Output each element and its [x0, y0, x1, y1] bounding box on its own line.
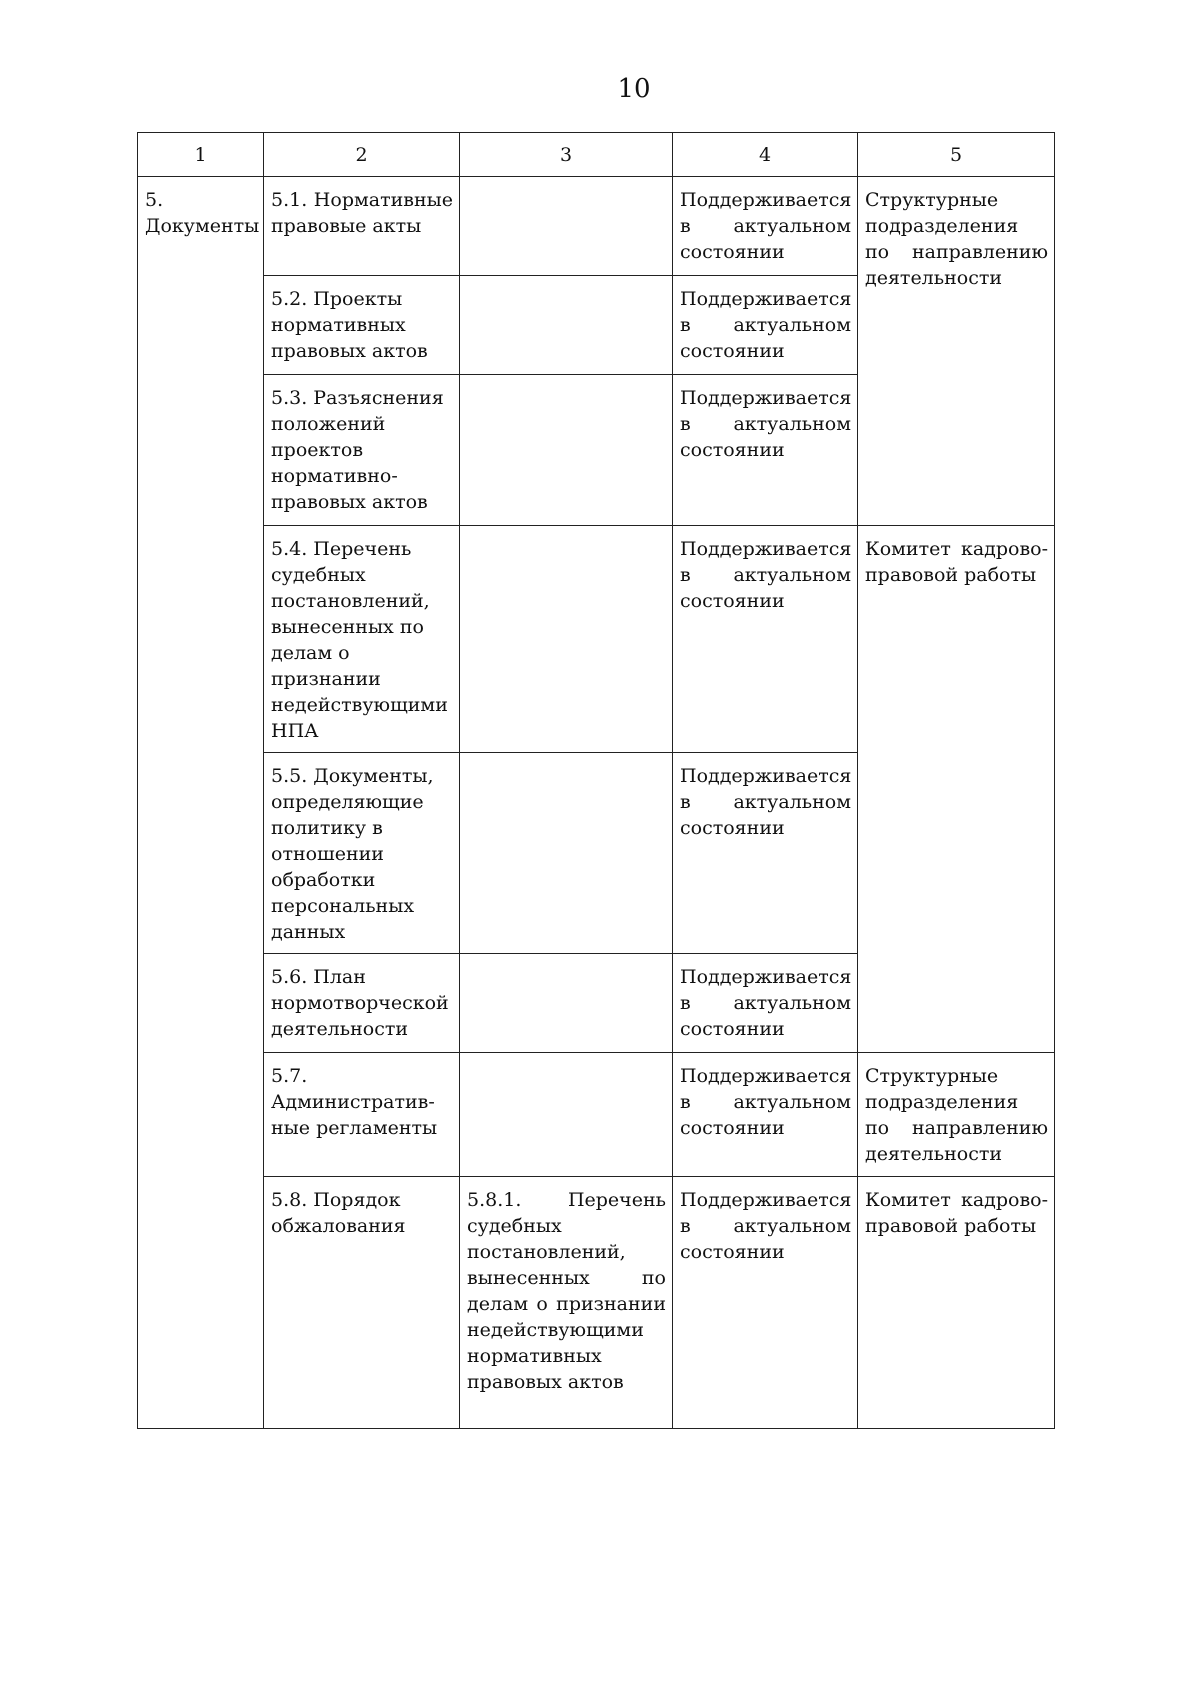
header-cell-1: 1 — [138, 133, 264, 177]
responsible-cell: Структурные подразделения по направлению деятельности — [858, 177, 1055, 526]
item-cell: 5.8. Порядок обжалования — [264, 1177, 460, 1429]
subitem-cell — [460, 954, 673, 1053]
status-cell: Поддерживается в актуальном состоянии — [673, 276, 858, 375]
header-cell-3: 3 — [460, 133, 673, 177]
item-cell: 5.3. Разъяснения положений проектов нормативно-правовых актов — [264, 375, 460, 526]
table-header-row — [138, 133, 1055, 177]
status-cell: Поддерживается в актуальном состоянии — [673, 526, 858, 753]
responsible-cell: Комитет кадрово-правовой работы — [858, 526, 1055, 1053]
table-row — [138, 1177, 1055, 1429]
item-cell: 5.7. Административ-ные регламенты — [264, 1053, 460, 1177]
subitem-cell — [460, 1053, 673, 1177]
header-cell-4: 4 — [673, 133, 858, 177]
page-number: 10 — [617, 74, 651, 104]
item-cell: 5.6. План нормотворческой деятельности — [264, 954, 460, 1053]
status-cell: Поддерживается в актуальном состоянии — [673, 1053, 858, 1177]
responsible-cell: Структурные подразделения по направлению деятельности — [858, 1053, 1055, 1177]
subitem-cell — [460, 276, 673, 375]
section-label: 5. Документы — [145, 189, 260, 237]
item-cell: 5.1. Нормативные правовые акты — [264, 177, 460, 276]
subitem-cell — [460, 177, 673, 276]
subitem-cell — [460, 526, 673, 753]
subitem-cell: 5.8.1. Перечень судебных постановлений, вынесенных по делам о признании недействующими нормативных правовых актов — [460, 1177, 673, 1429]
header-cell-5: 5 — [858, 133, 1055, 177]
status-cell: Поддерживается в актуальном состоянии — [673, 177, 858, 276]
table-row — [138, 1053, 1055, 1177]
item-cell: 5.2. Проекты нормативных правовых актов — [264, 276, 460, 375]
subitem-cell — [460, 753, 673, 954]
header-cell-2: 2 — [264, 133, 460, 177]
item-cell: 5.4. Перечень судебных постановлений, вынесенных по делам о признании недействующими НПА — [264, 526, 460, 753]
status-cell: Поддерживается в актуальном состоянии — [673, 375, 858, 526]
section-cell — [138, 177, 264, 1429]
documents-table — [137, 132, 1055, 1429]
item-cell: 5.5. Документы, определяющие политику в отношении обработки персональных данных — [264, 753, 460, 954]
status-cell: Поддерживается в актуальном состоянии — [673, 954, 858, 1053]
status-cell: Поддерживается в актуальном состоянии — [673, 1177, 858, 1429]
status-cell: Поддерживается в актуальном состоянии — [673, 753, 858, 954]
responsible-cell: Комитет кадрово-правовой работы — [858, 1177, 1055, 1429]
table-row — [138, 526, 1055, 753]
subitem-cell — [460, 375, 673, 526]
table-row — [138, 177, 1055, 276]
